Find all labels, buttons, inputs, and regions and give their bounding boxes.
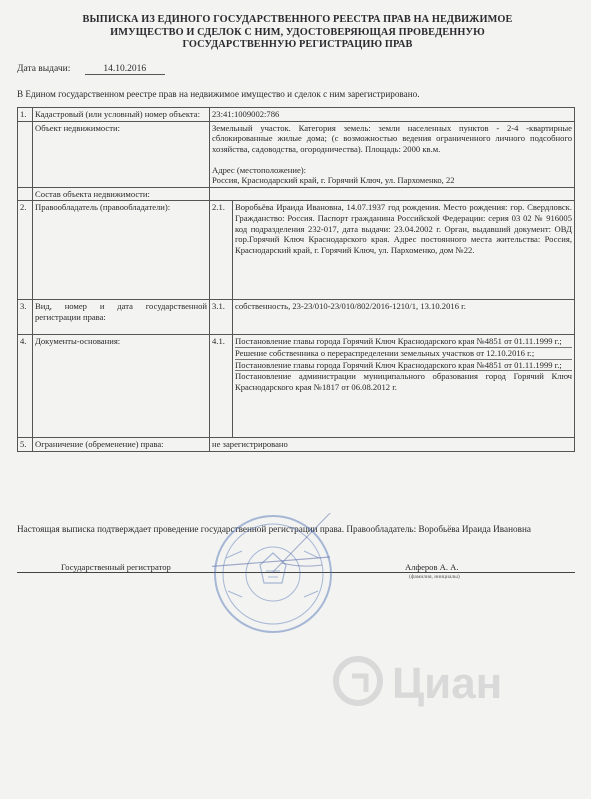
row-label: Ограничение (обременение) права: xyxy=(33,438,210,452)
table-row xyxy=(18,335,575,438)
object-cell xyxy=(210,121,575,187)
cian-watermark-icon xyxy=(330,636,530,726)
registrar-name: Алферов А. А. xyxy=(405,562,459,572)
intro-text: В Едином государственном реестре прав на недвижимое имущество и сделок с ним зарегистрировано. xyxy=(17,89,420,99)
issue-date-value: 14.10.2016 xyxy=(85,64,165,75)
basis-document: Решение собственника о перераспределении земельных участков от 12.10.2016 г.; xyxy=(235,348,572,360)
table-row xyxy=(18,108,575,122)
cadastral-number: 23:41:1009002:786 xyxy=(210,108,575,122)
confirmation-text: Настоящая выписка подтверждает проведение государственной регистрации права. Правообладатель: Воробьёва Ираида Ивановна xyxy=(17,524,531,534)
table-row xyxy=(18,300,575,335)
basis-document: Постановление администрации муниципального образования город Горячий Ключ Краснодарского края №1817 от 06.08.2012 г. xyxy=(235,371,572,392)
registration-record: собственность, 23-23/010-23/010/802/2016-1210/1, 13.10.2016 г. xyxy=(233,300,575,335)
row-number: 3. xyxy=(18,300,33,335)
issue-date-label: Дата выдачи: xyxy=(17,64,71,74)
row-number: 5. xyxy=(18,438,33,452)
table-row xyxy=(18,121,575,187)
issue-date-row xyxy=(17,64,165,75)
basis-documents xyxy=(233,335,575,438)
row-number: 2. xyxy=(18,201,33,300)
registrar-role: Государственный регистратор xyxy=(61,562,171,572)
right-holder: Воробьёва Ираида Ивановна, 14.07.1937 год рождения. Место рождения: гор. Свердловск. Гражданство: Россия. Паспорт гражданина Российской Федерации: серия 03 02 № 916005 код подразделения 232-017, дата выдачи: 23.04.2002 г. Орган, выдавший документ: ОВД гор.Горячий Ключ Краснодарского края. Адрес постоянного места жительства: Россия, Краснодарский край, г. Горячий Ключ, ул. Пархоменко, дом №22. xyxy=(233,201,575,300)
sub-number: 3.1. xyxy=(210,300,233,335)
table-row xyxy=(18,201,575,300)
title-line: ГОСУДАРСТВЕННУЮ РЕГИСТРАЦИЮ ПРАВ xyxy=(182,39,413,51)
basis-document: Постановление главы города Горячий Ключ Краснодарского края №4851 от 01.11.1999 г.; xyxy=(235,360,572,372)
official-seal-icon xyxy=(212,513,334,635)
row-label: Объект недвижимости: xyxy=(33,121,210,187)
table-row xyxy=(18,187,575,201)
address-label: Адрес (местоположение): xyxy=(212,164,307,175)
row-label: Состав объекта недвижимости: xyxy=(33,187,210,201)
registry-table xyxy=(17,107,575,452)
encumbrance-value: не зарегистрировано xyxy=(210,438,575,452)
watermark-text: Циан xyxy=(392,659,503,708)
basis-document: Постановление главы города Горячий Ключ Краснодарского края №4851 от 01.11.1999 г.; xyxy=(235,336,572,348)
table-row xyxy=(18,438,575,452)
sub-number: 2.1. xyxy=(210,201,233,300)
object-description: Земельный участок. Категория земель: земли населенных пунктов - 2-4 -квартирные сблокированные жилые дома; (с возможностью ведения ограниченного личного подсобного хозяйства, садоводства, огородничества). Площадь: 2000 кв.м. xyxy=(212,122,572,154)
row-label: Правообладатель (правообладатели): xyxy=(33,201,210,300)
row-label: Кадастровый (или условный) номер объекта: xyxy=(33,108,210,122)
title-line: ВЫПИСКА ИЗ ЕДИНОГО ГОСУДАРСТВЕННОГО РЕЕСТРА ПРАВ НА НЕДВИЖИМОЕ xyxy=(82,14,513,25)
registrar-name-caption: (фамилия, инициалы) xyxy=(409,574,460,580)
address-value: Россия, Краснодарский край, г. Горячий Ключ, ул. Пархоменко, 22 xyxy=(212,175,455,186)
title-line: ИМУЩЕСТВО И СДЕЛОК С НИМ, УДОСТОВЕРЯЮЩАЯ ПРОВЕДЕННУЮ xyxy=(110,26,485,38)
row-label: Вид, номер и дата государственной регистрации права: xyxy=(33,300,210,335)
row-label: Документы-основания: xyxy=(33,335,210,438)
sub-number: 4.1. xyxy=(210,335,233,438)
document-title xyxy=(40,14,555,52)
row-number: 4. xyxy=(18,335,33,438)
row-number: 1. xyxy=(18,108,33,122)
